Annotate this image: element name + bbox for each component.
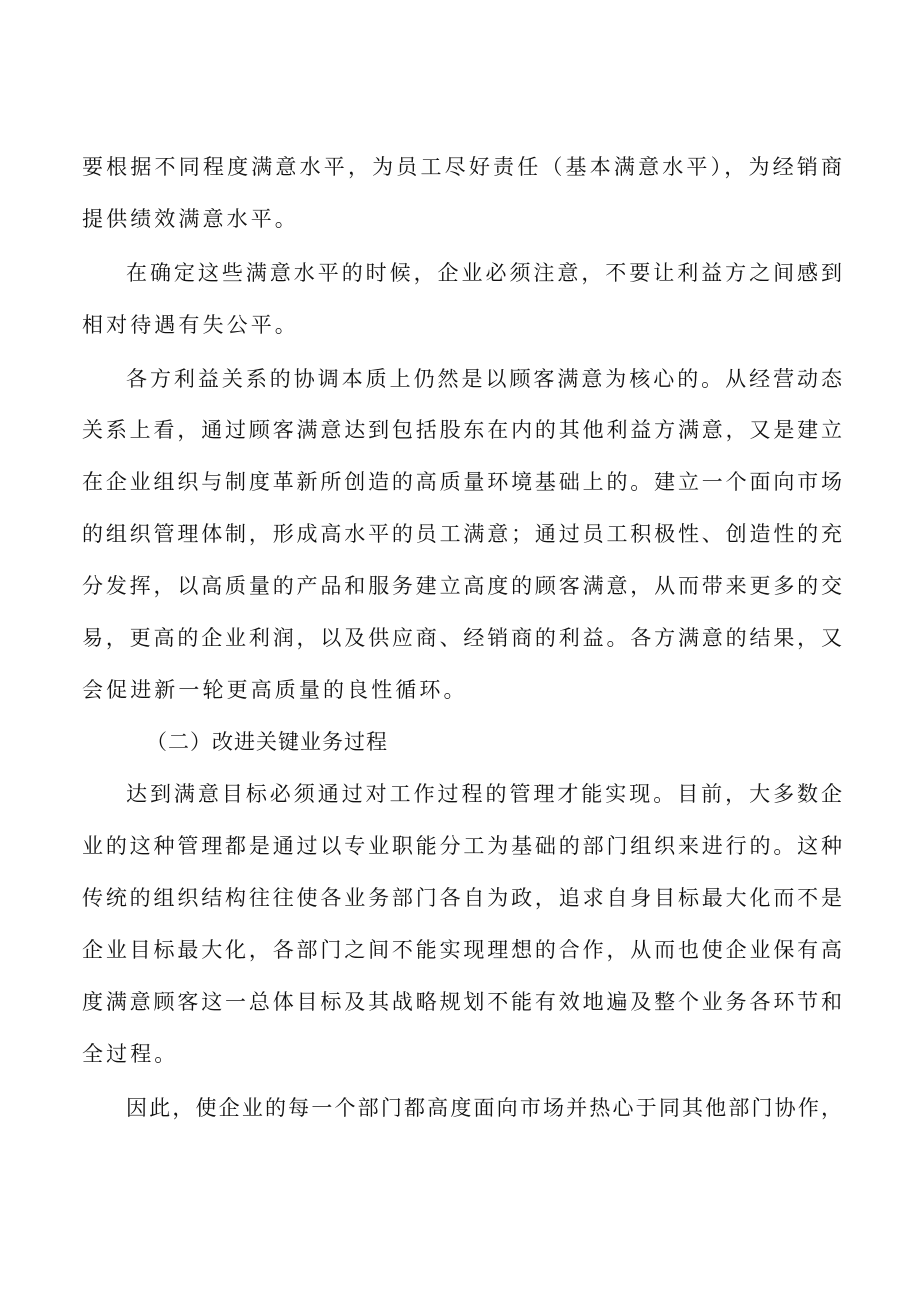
paragraph-line: 各方利益关系的协调本质上仍然是以顾客满意为核心的。从经营动态 [126,367,842,391]
paragraph-line: 提供绩效满意水平。 [82,207,299,231]
paragraph-line: 企业目标最大化，各部门之间不能实现理想的合作，从而也使企业保有高 [82,938,842,962]
paragraph-line: 因此，使企业的每一个部门都高度面向市场并热心于同其他部门协作， [126,1096,842,1120]
paragraph-line: 分发挥，以高质量的产品和服务建立高度的顾客满意，从而带来更多的交 [82,574,842,598]
paragraph-line: 业的这种管理都是通过以专业职能分工为基础的部门组织来进行的。这种 [82,834,842,858]
paragraph-line: 关系上看，通过顾客满意达到包括股东在内的其他利益方满意，又是建立 [82,418,842,442]
paragraph-line: 在确定这些满意水平的时候，企业必须注意，不要让利益方之间感到 [126,261,842,285]
paragraph-line: 全过程。 [82,1042,179,1066]
paragraph-line: 相对待遇有失公平。 [82,313,299,337]
section-heading: （二）改进关键业务过程 [146,730,388,754]
paragraph-line: 会促进新一轮更高质量的良性循环。 [82,678,468,702]
paragraph-line: 要根据不同程度满意水平，为员工尽好责任（基本满意水平），为经销商 [82,155,842,179]
paragraph-line: 传统的组织结构往往使各业务部门各自为政，追求自身目标最大化而不是 [82,886,842,910]
paragraph-line: 度满意顾客这一总体目标及其战略规划不能有效地遍及整个业务各环节和 [82,990,842,1014]
paragraph-line: 在企业组织与制度革新所创造的高质量环境基础上的。建立一个面向市场 [82,470,842,494]
paragraph-line: 易，更高的企业利润，以及供应商、经销商的利益。各方满意的结果，又 [82,626,842,650]
paragraph-line: 的组织管理体制，形成高水平的员工满意；通过员工积极性、创造性的充 [82,522,842,546]
paragraph-line: 达到满意目标必须通过对工作过程的管理才能实现。目前，大多数企 [126,782,842,806]
